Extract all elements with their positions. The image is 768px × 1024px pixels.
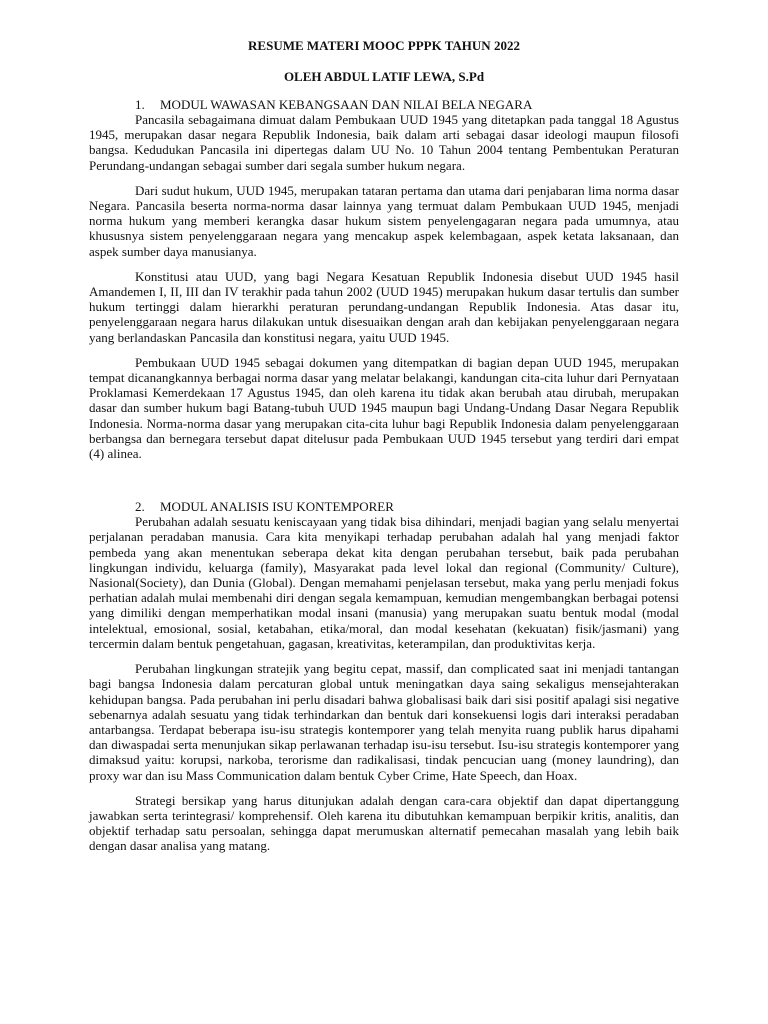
section-heading <box>89 97 679 112</box>
paragraph: Konstitusi atau UUD, yang bagi Negara Kesatuan Republik Indonesia disebut UUD 1945 hasil Amandemen I, II, III dan IV terakhir pada tahun 2002 (UUD 1945) merupakan hukum dasar tertulis dan sumber hukum tertinggi dalam hierarkhi peraturan perundang-undangan Republik Indonesia. Atas dasar itu, penyelenggaraan negara harus dilakukan untuk disesuaikan dengan arah dan kebijakan penyelenggaraan negara yang berlandaskan Pancasila dan konstitusi negara, yaitu UUD 1945. <box>89 268 679 345</box>
section-heading <box>89 499 679 514</box>
document-author: OLEH ABDUL LATIF LEWA, S.Pd <box>283 69 485 84</box>
section-number: 1. <box>135 97 145 112</box>
paragraph: Dari sudut hukum, UUD 1945, merupakan tataran pertama dan utama dari penjabaran lima norma dasar Negara. Pancasila beserta norma-norma dasar lainnya yang termuat dalam Pembukaan UUD 1945, menjadi norma hukum yang memberi kerangka dasar hukum sistem penyelengagaran negara pada umumnya, atau khususnya sistem penyelenggaraan negara yang mencakup aspek kelembagaan, aspek ketata laksanaan, dan aspek sumber daya manusianya. <box>89 182 679 259</box>
section-number: 2. <box>135 499 145 515</box>
paragraph: Pancasila sebagaimana dimuat dalam Pembukaan UUD 1945 yang ditetapkan pada tanggal 18 Agustus 1945, merupakan dasar negara Republik Indonesia, baik dalam arti sebagai dasar ideologi maupun filosofi bangsa. Kedudukan Pancasila ini dipertegas dalam UU No. 10 Tahun 2004 tentang Pembentukan Peraturan Perundang-undangan sebagai sumber dari segala sumber hukum negara. <box>89 112 679 173</box>
paragraph: Pembukaan UUD 1945 sebagai dokumen yang ditempatkan di bagian depan UUD 1945, merupakan tempat dicanangkannya berbagai norma dasar yang melatar belakangi, kandungan cita-cita luhur dari Pernyataan Proklamasi Kemerdekaan 17 Agustus 1945, dan oleh karena itu tidak akan berubah atau dirubah, merupakan dasar dan sumber hukum bagi Batang-tubuh UUD 1945 maupun bagi Undang-Undang Dasar Negara Republik Indonesia. Norma-norma dasar yang merupakan cita-cita luhur bagi Republik Indonesia dalam penyelenggaraan berbangsa dan bernegara tersebut dapat ditelusur pada Pembukaan UUD 1945 tersebut yang terdiri dari empat (4) alinea. <box>89 354 679 462</box>
section-wawasan-kebangsaan <box>89 97 679 461</box>
paragraph: Perubahan adalah sesuatu keniscayaan yang tidak bisa dihindari, menjadi bagian yang selalu menyertai perjalanan peradaban manusia. Cara kita menyikapi terhadap perubahan adalah hal yang menjadi faktor pembeda yang akan menentukan seberapa dekat kita dengan perubahan tersebut, baik pada perubahan lingkungan individu, keluarga (family), Masyarakat pada level lokal dan regional (Community/ Culture), Nasional(Society), dan Dunia (Global). Dengan memahami penjelasan tersebut, maka yang perlu menjadi fokus perhatian adalah mulai membenahi diri dengan segala kemampuan, kemudian mengembangkan berbagai potensi yang dimiliki dengan memperhatikan modal insani (manusia) yang merupakan suatu bentuk modal (modal intelektual, emosional, sosial, ketabahan, etika/moral, dan modal kesehatan (kekuatan) fisik/jasmani) yang tercermin dalam bentuk pengetahuan, gagasan, kreativitas, keterampilan, dan produktivitas kerja. <box>89 514 679 651</box>
document-page <box>89 38 679 854</box>
section-title: MODUL ANALISIS ISU KONTEMPORER <box>160 499 394 515</box>
paragraph: Perubahan lingkungan stratejik yang begitu cepat, massif, dan complicated saat ini menjadi tantangan bagi bangsa Indonesia dalam percaturan global untuk meningatkan daya saing sekaligus mensejahterakan kehidupan bangsa. Pada perubahan ini perlu disadari bahwa globalisasi baik dari sisi positif apalagi sisi negative sebenarnya adalah sesuatu yang tidak terhindarkan dan bentuk dari konsekuensi logis dari interaksi peradaban antarbangsa. Terdapat beberapa isu-isu strategis kontemporer yang telah menyita ruang publik harus dipahami dan diwaspadai serta menunjukan sikap perlawanan terhadap isu-isu tersebut. Isu-isu strategis kontemporer yang dimaksud yaitu: korupsi, narkoba, terorisme dan radikalisasi, tindak pencucian uang (money laundring), dan proxy war dan isu Mass Communication dalam bentuk Cyber Crime, Hate Speech, dan Hoax. <box>89 661 679 783</box>
paragraph: Strategi bersikap yang harus ditunjukan adalah dengan cara-cara objektif dan dapat dipertanggung jawabkan serta terintegrasi/ komprehensif. Oleh karena itu dibutuhkan kemampuan berpikir kritis, analitis, dan objektif terhadap satu persoalan, sehingga dapat merumuskan alternatif pemecahan masalah yang lebih baik dengan dasar analisa yang matang. <box>89 792 679 854</box>
document-title: RESUME MATERI MOOC PPPK TAHUN 2022 <box>248 38 520 53</box>
section-isu-kontemporer <box>89 499 679 853</box>
section-title: MODUL WAWASAN KEBANGSAAN DAN NILAI BELA NEGARA <box>160 97 533 112</box>
